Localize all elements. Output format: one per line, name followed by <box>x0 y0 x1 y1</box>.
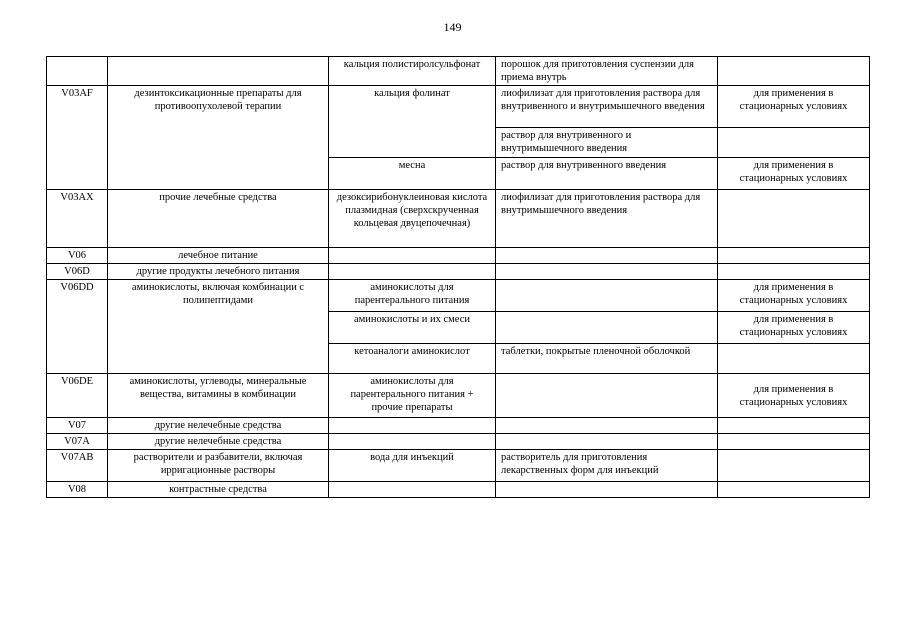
atc-code-cell: V06DD <box>47 280 108 374</box>
dosage-form-cell <box>496 264 718 280</box>
table-row <box>47 418 870 434</box>
atc-code-cell: V07 <box>47 418 108 434</box>
note-cell <box>718 418 870 434</box>
table-row <box>47 280 870 312</box>
note-cell <box>718 482 870 498</box>
drug-name-cell: кальция фолинат <box>329 86 496 158</box>
group-cell: лечебное питание <box>108 248 329 264</box>
note-cell <box>718 450 870 482</box>
drug-name-cell: дезоксирибонуклеиновая кислота плазмидная (сверхскрученная кольцевая двуцепочечная) <box>329 190 496 248</box>
group-cell <box>108 57 329 86</box>
atc-code-cell <box>47 57 108 86</box>
note-cell: для применения в стационарных условиях <box>718 86 870 128</box>
drug-name-cell: аминокислоты для парентерального питания <box>329 280 496 312</box>
dosage-form-cell: раствор для внутривенного и внутримышечного введения <box>496 128 718 158</box>
dosage-form-cell: раствор для внутривенного введения <box>496 158 718 190</box>
note-cell: для применения в стационарных условиях <box>718 158 870 190</box>
atc-code-cell: V07A <box>47 434 108 450</box>
table-row <box>47 86 870 128</box>
note-cell <box>718 128 870 158</box>
table-row <box>47 190 870 248</box>
table-row <box>47 482 870 498</box>
dosage-form-cell: растворитель для приготовления лекарственных форм для инъекций <box>496 450 718 482</box>
dosage-form-cell <box>496 248 718 264</box>
drug-name-cell: кетоаналоги аминокислот <box>329 344 496 374</box>
atc-code-cell: V08 <box>47 482 108 498</box>
atc-code-cell: V03AF <box>47 86 108 190</box>
note-cell <box>718 264 870 280</box>
note-cell: для применения в стационарных условиях <box>718 312 870 344</box>
note-cell <box>718 434 870 450</box>
atc-code-cell: V06D <box>47 264 108 280</box>
group-cell: прочие лечебные средства <box>108 190 329 248</box>
page-number: 149 <box>443 20 462 34</box>
dosage-form-cell <box>496 418 718 434</box>
note-cell <box>718 248 870 264</box>
group-cell: другие нелечебные средства <box>108 418 329 434</box>
drug-name-cell: аминокислоты для парентерального питания + прочие препараты <box>329 374 496 418</box>
group-cell: дезинтоксикационные препараты для противоопухолевой терапии <box>108 86 329 190</box>
table-row <box>47 450 870 482</box>
drug-name-cell <box>329 482 496 498</box>
dosage-form-cell: порошок для приготовления суспензии для приема внутрь <box>496 57 718 86</box>
dosage-form-cell <box>496 374 718 418</box>
dosage-form-cell <box>496 312 718 344</box>
table-row <box>47 264 870 280</box>
dosage-form-cell: таблетки, покрытые пленочной оболочкой <box>496 344 718 374</box>
drug-table <box>46 56 870 498</box>
dosage-form-cell <box>496 434 718 450</box>
atc-code-cell: V07AB <box>47 450 108 482</box>
table-row <box>47 434 870 450</box>
drug-name-cell: кальция полистиролсульфонат <box>329 57 496 86</box>
drug-name-cell <box>329 264 496 280</box>
note-cell <box>718 190 870 248</box>
dosage-form-cell <box>496 482 718 498</box>
drug-name-cell <box>329 434 496 450</box>
table-row <box>47 57 870 86</box>
dosage-form-cell <box>496 280 718 312</box>
note-cell <box>718 344 870 374</box>
group-cell: другие нелечебные средства <box>108 434 329 450</box>
dosage-form-cell: лиофилизат для приготовления раствора для внутривенного и внутримышечного введения <box>496 86 718 128</box>
drug-name-cell: вода для инъекций <box>329 450 496 482</box>
table-row <box>47 248 870 264</box>
note-cell: для применения в стационарных условиях <box>718 374 870 418</box>
table-row <box>47 374 870 418</box>
group-cell: аминокислоты, включая комбинации с полипептидами <box>108 280 329 374</box>
drug-name-cell <box>329 418 496 434</box>
note-cell <box>718 57 870 86</box>
drug-name-cell: месна <box>329 158 496 190</box>
atc-code-cell: V03AX <box>47 190 108 248</box>
group-cell: растворители и разбавители, включая ирригационные растворы <box>108 450 329 482</box>
note-cell: для применения в стационарных условиях <box>718 280 870 312</box>
drug-name-cell <box>329 248 496 264</box>
atc-code-cell: V06DE <box>47 374 108 418</box>
group-cell: контрастные средства <box>108 482 329 498</box>
group-cell: аминокислоты, углеводы, минеральные вещества, витамины в комбинации <box>108 374 329 418</box>
dosage-form-cell: лиофилизат для приготовления раствора для внутримышечного введения <box>496 190 718 248</box>
atc-code-cell: V06 <box>47 248 108 264</box>
drug-name-cell: аминокислоты и их смеси <box>329 312 496 344</box>
group-cell: другие продукты лечебного питания <box>108 264 329 280</box>
